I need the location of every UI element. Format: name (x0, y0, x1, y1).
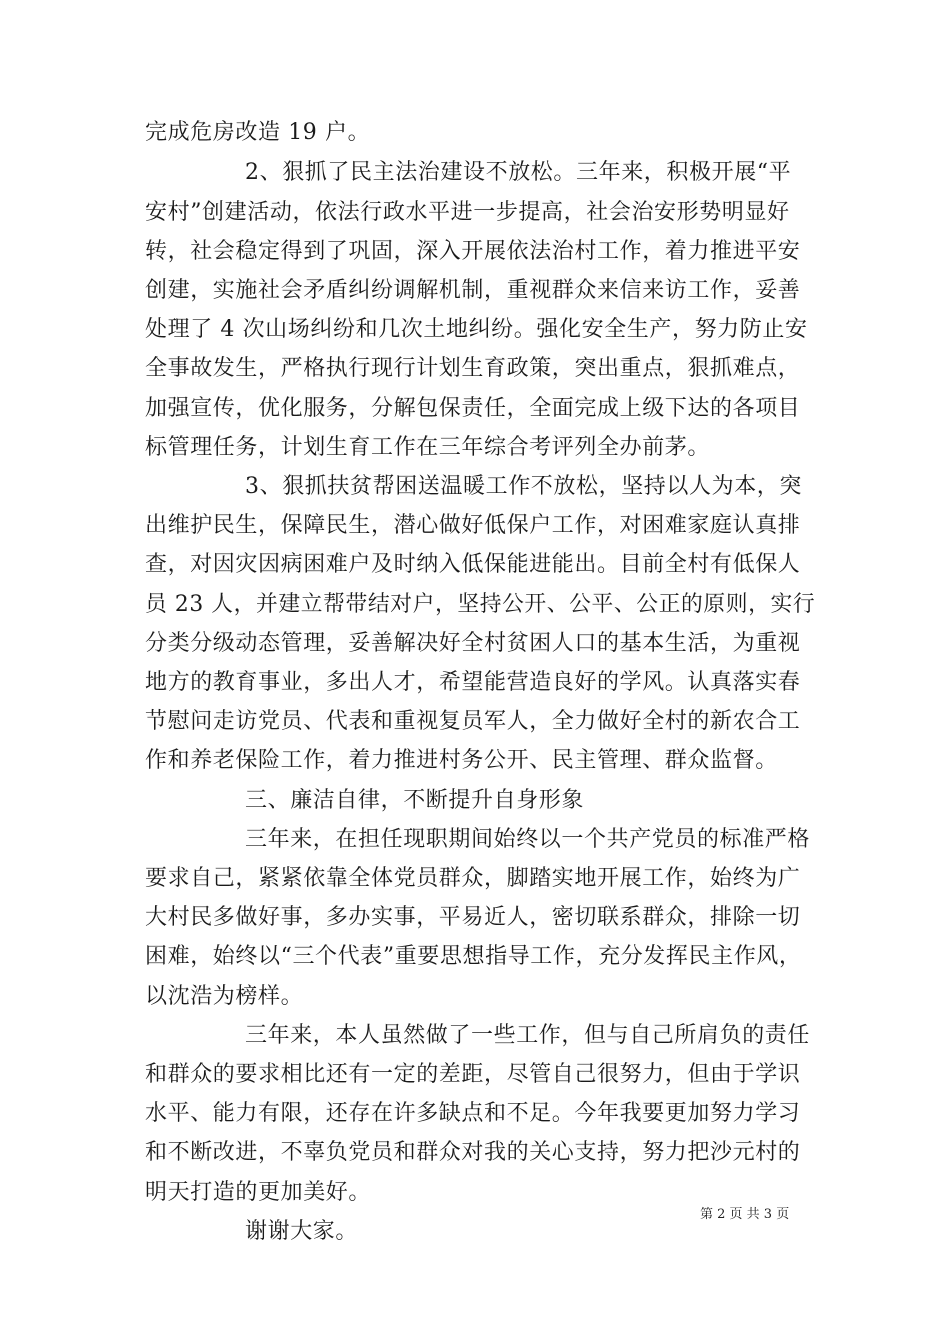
text-line: 查，对因灾因病困难户及时纳入低保能进能出。目前全村有低保人 (145, 552, 801, 577)
paragraph-start-line: 三年来，本人虽然做了一些工作，但与自己所肩负的责任 (245, 1023, 811, 1048)
text-line: 要求自己，紧紧依靠全体党员群众，脚踏实地开展工作，始终为广 (145, 866, 801, 891)
text-line: 大村民多做好事，多办实事，平易近人，密切联系群众，排除一切 (145, 905, 801, 930)
text-line: 作和养老保险工作，着力推进村务公开、民主管理、群众监督。 (145, 748, 778, 773)
text-line: 创建，实施社会矛盾纠纷调解机制，重视群众来信来访工作，妥善 (145, 278, 801, 303)
paragraph-start-line: 2、狠抓了民主法治建设不放松。三年来，积极开展“平 (245, 160, 792, 185)
text-line: 以沈浩为榜样。 (145, 984, 304, 1009)
paragraph-start-line: 3、狠抓扶贫帮困送温暖工作不放松，坚持以人为本，突 (245, 474, 802, 499)
text-line: 完成危房改造 19 户。 (145, 120, 371, 145)
text-line: 出维护民生，保障民生，潜心做好低保户工作，对困难家庭认真排 (145, 513, 801, 538)
text-line: 转，社会稳定得到了巩固，深入开展依法治村工作，着力推进平安 (145, 239, 801, 264)
text-line: 水平、能力有限，还存在许多缺点和不足。今年我要更加努力学习 (145, 1101, 801, 1126)
text-line: 节慰问走访党员、代表和重视复员军人，全力做好全村的新农合工 (145, 709, 801, 734)
text-line: 明天打造的更加美好。 (145, 1180, 372, 1205)
text-line: 员 23 人，并建立帮带结对户，坚持公开、公平、公正的原则，实行 (145, 592, 816, 617)
text-line: 和群众的要求相比还有一定的差距，尽管自己很努力，但由于学识 (145, 1062, 801, 1087)
text-line: 加强宣传，优化服务，分解包保责任，全面完成上级下达的各项目 (145, 396, 801, 421)
text-line: 和不断改进，不辜负党员和群众对我的关心支持，努力把沙元村的 (145, 1140, 801, 1165)
text-line: 标管理任务，计划生育工作在三年综合考评列全办前茅。 (145, 435, 711, 460)
paragraph-start-line: 三年来，在担任现职期间始终以一个共产党员的标准严格 (245, 827, 811, 852)
page-number-footer: 第 2 页 共 3 页 (700, 1207, 790, 1222)
text-line: 分类分级动态管理，妥善解决好全村贫困人口的基本生活，为重视 (145, 631, 801, 656)
text-line: 困难，始终以“三个代表”重要思想指导工作，充分发挥民主作风， (145, 944, 802, 969)
closing-line: 谢谢大家。 (245, 1219, 359, 1244)
text-line: 安村”创建活动，依法行政水平进一步提高，社会治安形势明显好 (145, 200, 790, 225)
text-line: 处理了 4 次山场纠纷和几次土地纠纷。强化安全生产，努力防止安 (145, 317, 808, 342)
section-heading: 三、廉洁自律，不断提升自身形象 (245, 788, 585, 813)
text-line: 全事故发生，严格执行现行计划生育政策，突出重点，狠抓难点， (145, 356, 801, 381)
text-line: 地方的教育事业，多出人才，希望能营造良好的学风。认真落实春 (145, 670, 801, 695)
